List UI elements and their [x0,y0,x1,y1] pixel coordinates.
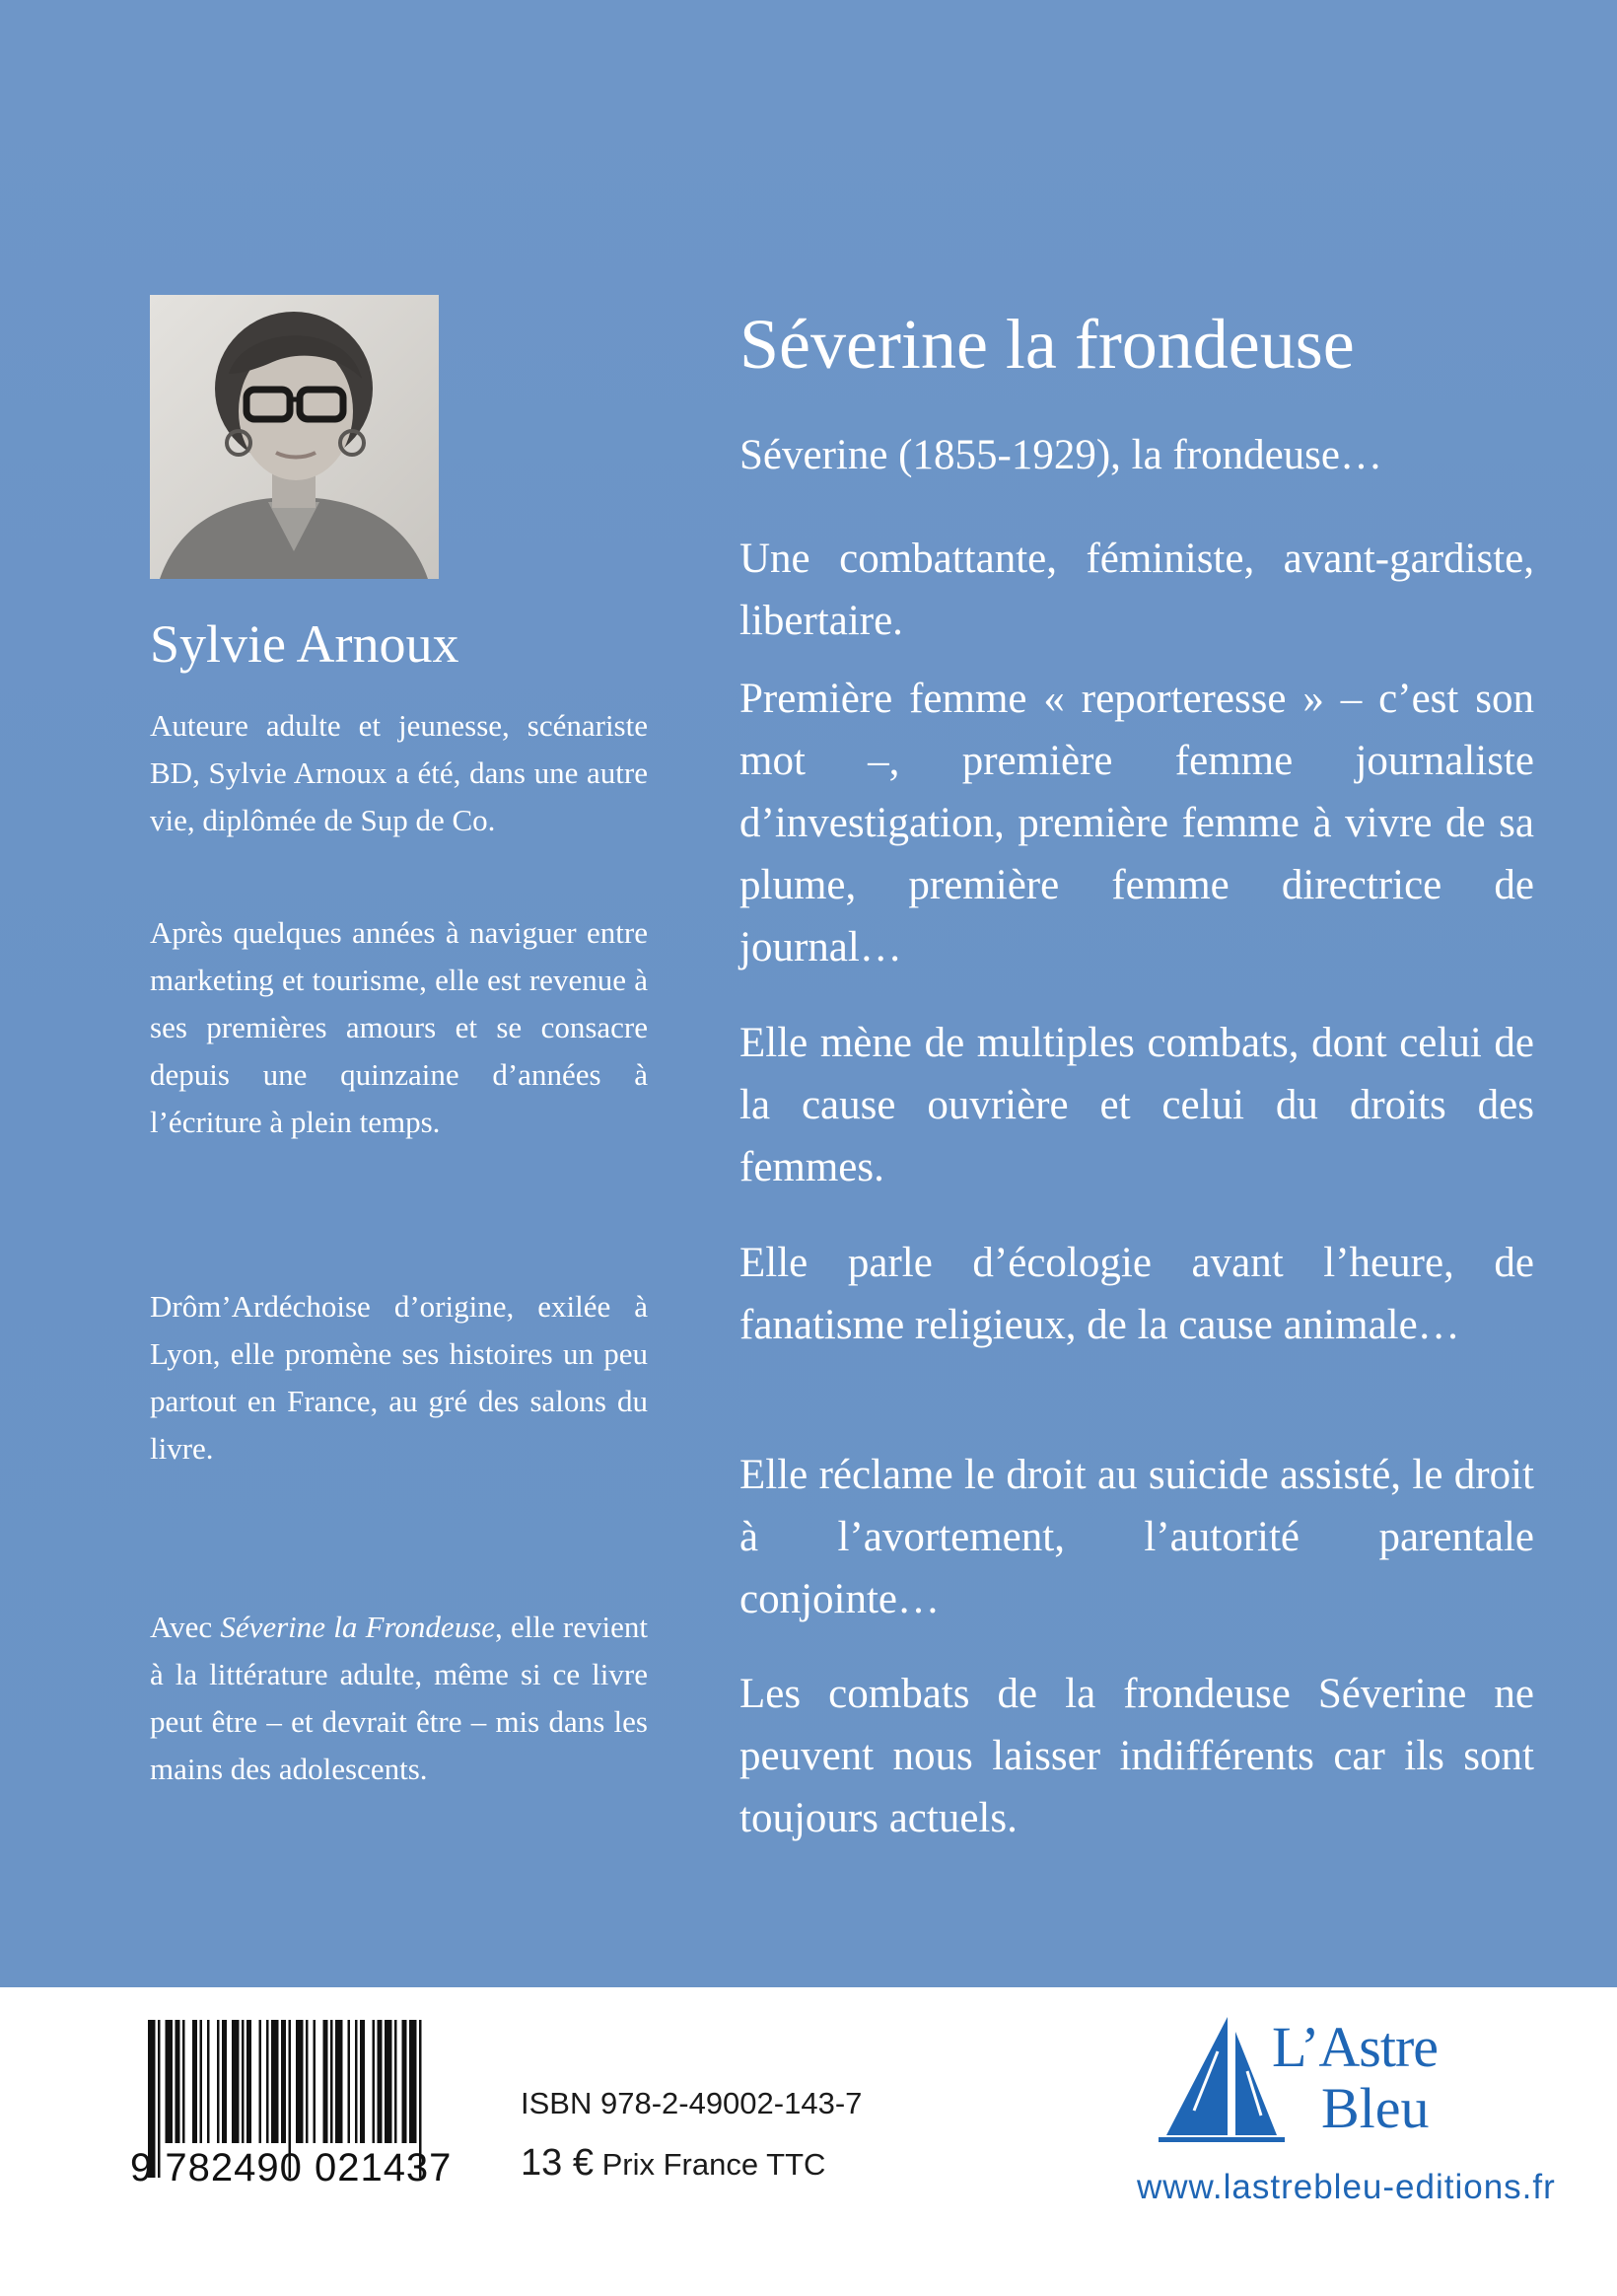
barcode-bar [232,2020,240,2143]
barcode-bar [207,2020,210,2143]
barcode-bar [409,2020,417,2143]
blurb-paragraph: Séverine (1855-1929), la frondeuse… [739,432,1382,478]
blurb-paragraph: Les combats de la frondeuse Séverine ne peuvent nous laisser indifférents car ils sont toujours actuels. [739,1671,1534,1841]
author-bio-paragraph: Après quelques années à naviguer entre marketing et tourisme, elle est revenue à ses premières amours et se consacre depuis une quinzaine d’années à l’écriture à plein temps. [150,915,648,1139]
barcode-bar [355,2020,358,2143]
barcode-bar [266,2020,269,2143]
publisher-website: www.lastrebleu-editions.fr [1137,2168,1556,2206]
blurb-paragraph: Une combattante, féministe, avant-gardiste, libertaire. [739,536,1534,644]
barcode-bar [385,2020,392,2143]
price-label: Prix France TTC [601,2147,826,2182]
barcode-bar [176,2020,180,2143]
portrait-photo-icon [150,295,439,579]
isbn: ISBN 978-2-49002-143-7 [521,2086,863,2120]
barcode-bar [192,2020,197,2143]
barcode-bar [200,2020,203,2143]
barcode-bar [306,2020,309,2143]
barcode-bar [222,2020,227,2143]
author-name: Sylvie Arnoux [150,614,459,674]
barcode-bar [360,2020,365,2143]
barcode-bar [246,2020,251,2143]
barcode-bar [378,2020,383,2143]
author-bio-paragraph: Drôm’Ardéchoise d’origine, exilée à Lyon, elle promène ses histoires un peu partout en France, au gré des salons du livre. [150,1289,648,1466]
barcode-bar [402,2020,407,2143]
barcode-bar [281,2020,286,2143]
author-photo [150,295,439,579]
barcode-bar [242,2020,245,2143]
price [521,2142,825,2185]
barcode-bar [166,2020,174,2143]
author-bio-paragraph [150,1604,648,1793]
barcode-bar [314,2020,316,2143]
blurb-paragraph: Elle parle d’écologie avant l’heure, de fanatisme religieux, de la cause animale… [739,1240,1534,1348]
bio-text: Avec [150,1610,221,1644]
barcode-bar [217,2020,220,2143]
barcode-bar [182,2020,185,2143]
bio-text: , elle revient à la littérature adulte, même si ce livre peut être – et devrait être – mis dans les mains des adolescents. [150,1610,649,1786]
book-title-reference: Séverine la Frondeuse [220,1610,496,1644]
publisher-name-line1: L’Astre [1272,2015,1439,2079]
publisher-name-line2: Bleu [1321,2076,1430,2140]
price-amount: 13 € [521,2142,594,2184]
barcode-digits: 9 782490 021437 [130,2146,453,2189]
book-title: Séverine la frondeuse [739,305,1355,384]
barcode-bar [348,2020,351,2143]
barcode-bar [330,2020,333,2143]
author-bio-paragraph: Auteure adulte et jeunesse, scénariste BD, Sylvie Arnoux a été, dans une autre vie, diplômée de Sup de Co. [150,708,648,837]
barcode-bar [373,2020,376,2143]
barcode-bar [296,2020,304,2143]
barcode-bar [271,2020,279,2143]
barcode-bar [259,2020,262,2143]
blurb-paragraph: Elle réclame le droit au suicide assisté, le droit à l’avortement, l’autorité parentale conjointe… [739,1452,1534,1622]
barcode-bar [323,2020,328,2143]
barcode-bar [335,2020,343,2143]
blurb-paragraph: Première femme « reporteresse » – c’est son mot –, première femme journaliste d’investigation, première femme à vivre de sa plume, première femme directrice de journal… [739,676,1534,970]
barcode-bar [394,2020,397,2143]
blurb-paragraph: Elle mène de multiples combats, dont celui de la cause ouvrière et celui du droits des femmes. [739,1020,1534,1190]
